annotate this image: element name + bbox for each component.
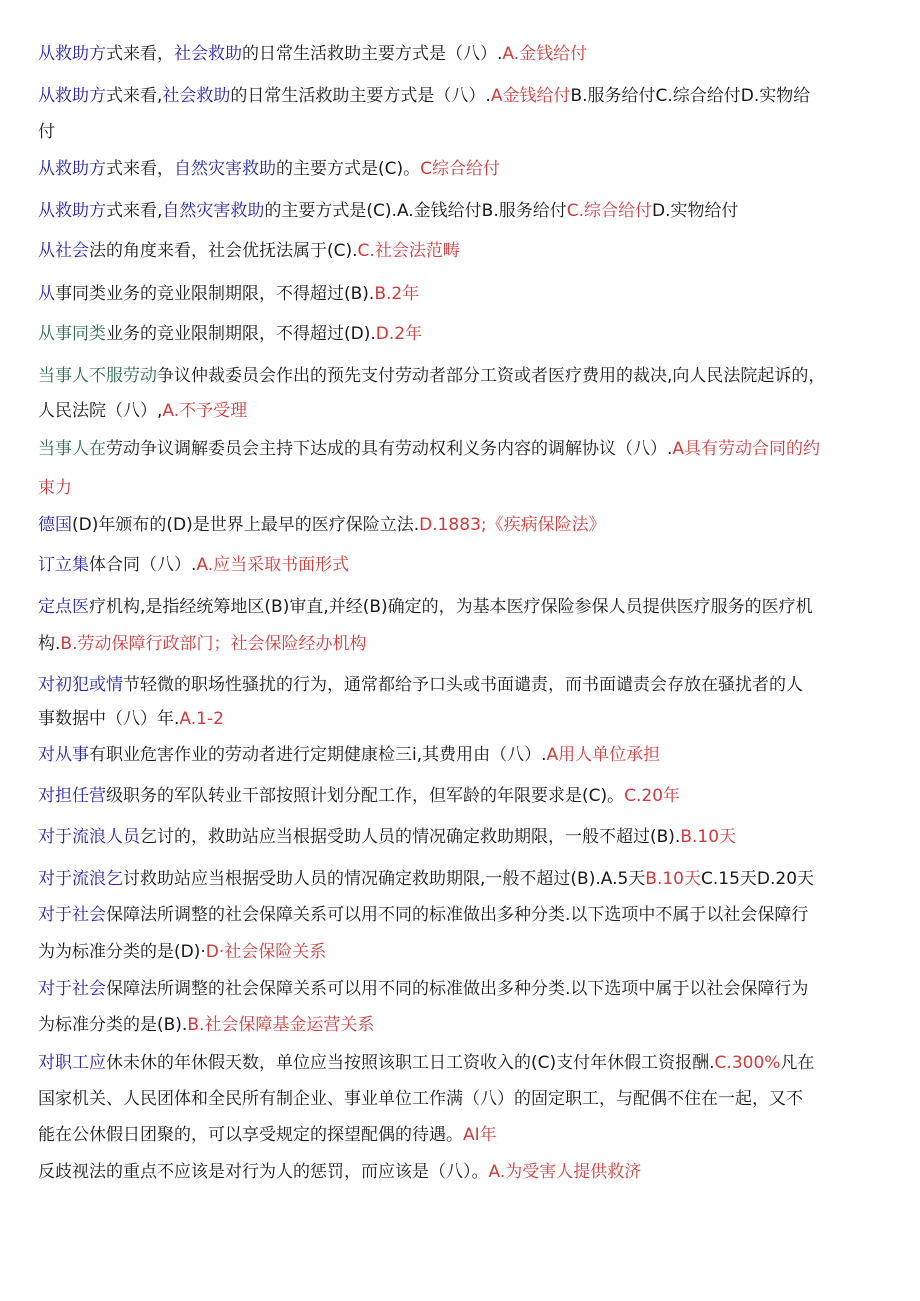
text-line [38,84,888,108]
highlight-text: 对从事 [38,745,89,765]
text-line [38,1123,888,1147]
answer-text: C综合给付 [420,159,501,179]
text-line [38,513,888,537]
text-line [38,903,888,927]
text-line [38,199,888,223]
answer-text: D.2年 [375,324,423,344]
question-text: 式来看, [106,201,163,221]
text-line [38,1087,888,1111]
highlight-text: 当事人不服劳动 [38,366,157,386]
question-text: 能在公休假日团聚的，可以享受规定的探望配偶的待遇。 [38,1125,463,1145]
text-line [38,867,888,891]
question-text: 讨救助站应当根据受助人员的情况确定救助期限,一般不超过(B).A.5天 [123,869,646,889]
highlight-text: 从社会 [38,241,89,261]
highlight-text: 订立集 [38,555,89,575]
highlight-text: 从事同类 [38,324,106,344]
highlight-text: 从救助方 [38,159,106,179]
answer-text: D·社会保险关系 [205,942,327,962]
highlight-text: 对于流浪人员 [38,827,140,847]
question-text: 休未休的年休假天数，单位应当按照该职工日工资收入的(C)支付年休假工资报酬. [106,1053,715,1073]
answer-text: A具有劳动合同的约 [672,439,821,459]
question-text: C.15天D.20天 [701,869,815,889]
answer-text: A.不予受理 [162,401,248,421]
question-text: 有职业危害作业的劳动者进行定期健康检三i,其费用由（八）. [89,745,547,765]
question-text: D.实物给付 [652,201,739,221]
question-text: 争议仲裁委员会作出的预先支付劳动者部分工资或者医疗费用的裁决,向人民法院起诉的， [157,366,826,386]
question-text: (D)年颁布的(D)是世界上最早的医疗保险立法. [72,515,420,535]
question-text: 事数据中（八）年. [38,709,180,729]
highlight-text: 对于社会 [38,979,106,999]
question-text: 的主要方式是(C)。 [276,159,421,179]
highlight-text: 当事人在 [38,439,106,459]
answer-text: B.10天 [645,869,701,889]
question-text: 业务的竞业限制期限，不得超过(D). [106,324,376,344]
text-line [38,437,888,461]
answer-text: A用人单位承担 [546,745,661,765]
answer-text: A.金钱给付 [502,44,588,64]
highlight-text: 自然灾害救助 [162,201,265,221]
question-text: 的主要方式是(C).A.金钱给付B.服务给付 [264,201,567,221]
text-line [38,476,888,500]
question-text: 劳动争议调解委员会主持下达成的具有劳动权利义务内容的调解协议（八）. [106,439,673,459]
text-line [38,825,888,849]
highlight-text: 社会救助 [174,44,242,64]
highlight-text: 对于社会 [38,905,106,925]
answer-text: C.300% [714,1053,781,1073]
answer-text: C.综合给付 [566,201,653,221]
text-line [38,940,888,964]
highlight-text: 社会救助 [162,86,231,106]
highlight-text: 从救助方 [38,44,106,64]
answer-text: A.为受害人提供救济 [488,1162,642,1182]
highlight-text: 对初犯或情 [38,675,123,695]
answer-text: B.10天 [680,827,737,847]
text-line [38,322,888,346]
text-line [38,707,888,731]
highlight-text: 定点医 [38,597,89,617]
question-text: 体合同（八）. [89,555,197,575]
question-text: 的日常生活救助主要方式是（八）. [242,44,503,64]
text-line [38,120,888,144]
text-line [38,743,888,767]
question-text: 事同类业务的竞业限制期限，不得超过(B). [55,284,375,304]
question-text: 凡在 [780,1053,815,1073]
question-text: 级职务的军队转业干部按照计划分配工作，但军龄的年限要求是(C)。 [106,786,625,806]
question-text: 的日常生活救助主要方式是（八）. [230,86,491,106]
question-text: 反歧视法的重点不应该是对行为人的惩罚，而应该是（八）。 [38,1162,489,1182]
text-line [38,673,888,697]
text-line [38,1013,888,1037]
question-text: 保障法所调整的社会保障关系可以用不同的标准做出多种分类.以下选项中不属于以社会保障行 [106,905,809,925]
question-text: 乞讨的，救助站应当根据受助人员的情况确定救助期限，一般不超过(B). [140,827,681,847]
question-text: 构. [38,634,61,654]
text-line [38,1051,888,1075]
text-line [38,42,888,66]
question-text: 式来看， [106,44,174,64]
text-line [38,784,888,808]
answer-text: C.20年 [624,786,681,806]
text-line [38,239,888,263]
question-text: 疗机构,是指经统筹地区(B)审直,并经(B)确定的，为基本医疗保险参保人员提供医疗服务的医疗机 [89,597,813,617]
question-text: 式来看, [106,86,163,106]
answer-text: A.1-2 [179,709,224,729]
highlight-text: 从 [38,284,55,304]
question-text: 式来看， [106,159,174,179]
question-text: 为为标准分类的是(D)· [38,942,206,962]
highlight-text: 对职工应 [38,1053,106,1073]
question-text: 国家机关、人民团体和全民所有制企业、事业单位工作满（八）的固定职工，与配偶不住在一起，又不 [38,1089,803,1109]
text-line [38,595,888,619]
question-text: 为标准分类的是(B). [38,1015,188,1035]
answer-text: B.劳动保障行政部门；社会保险经办机构 [60,634,367,654]
text-line [38,553,888,577]
highlight-text: 从救助方 [38,86,106,106]
highlight-text: 从救助方 [38,201,106,221]
highlight-text: 对于流浪乞 [38,869,123,889]
question-text: B.服务给付C.综合给付D.实物给 [570,86,811,106]
answer-text: A金钱给付 [490,86,571,106]
highlight-text: 德国 [38,515,72,535]
highlight-text: 自然灾害救助 [174,159,276,179]
text-line [38,1160,888,1184]
answer-text: D.1883;《疾病保险法》 [419,515,606,535]
answer-text: C.社会法范畴 [357,241,460,261]
answer-text: B.社会保障基金运营关系 [187,1015,375,1035]
question-text: 法的角度来看，社会优抚法属于(C). [89,241,358,261]
question-text: 保障法所调整的社会保障关系可以用不同的标准做出多种分类.以下选项中属于以社会保障行为 [106,979,809,999]
question-text: 付 [38,122,55,142]
text-line [38,364,888,388]
answer-text: 束力 [38,478,72,498]
answer-text: A.应当采取书面形式 [196,555,350,575]
question-text: 节轻微的职场性骚扰的行为，通常都给予口头或书面谴责，而书面谴责会存放在骚扰者的人 [123,675,803,695]
question-text: 人民法院（八）, [38,401,163,421]
answer-text: AI年 [463,1125,497,1145]
text-line [38,282,888,306]
answer-text: B.2年 [374,284,420,304]
highlight-text: 对担任营 [38,786,106,806]
text-line [38,632,888,656]
text-line [38,977,888,1001]
text-line [38,157,888,181]
text-line [38,399,888,423]
